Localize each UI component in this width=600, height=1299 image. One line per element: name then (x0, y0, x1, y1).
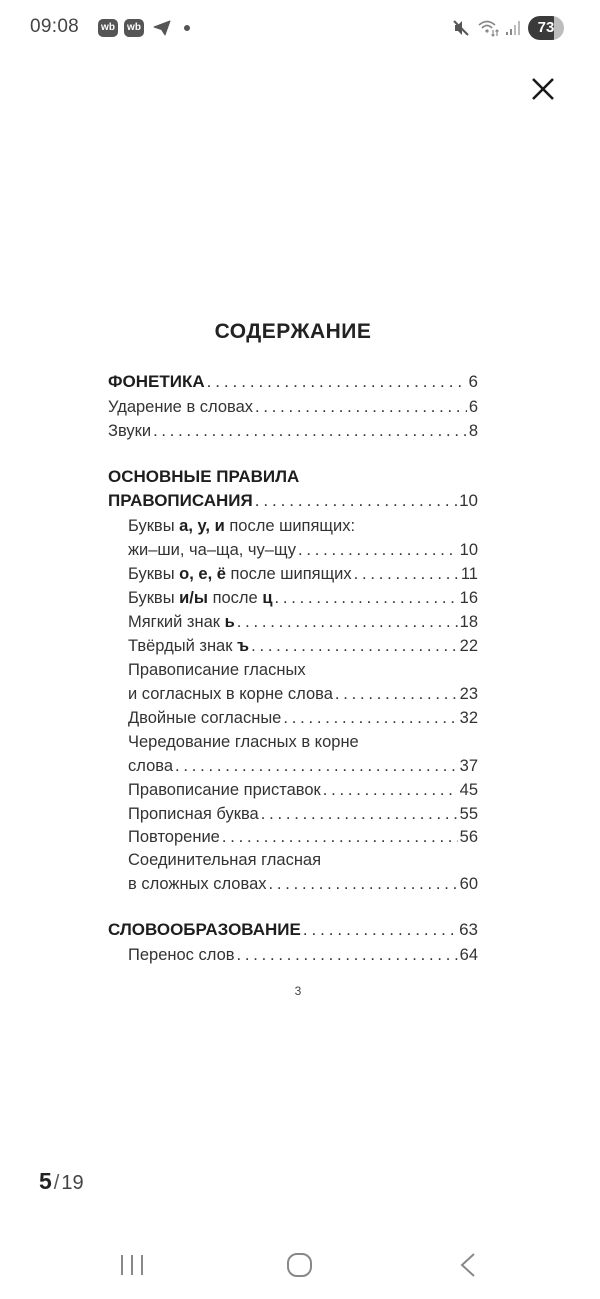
toc-item (108, 395, 478, 419)
toc-page: 63 (459, 920, 478, 939)
toc-section-spelling (108, 489, 478, 513)
toc-page: 37 (459, 757, 478, 775)
status-time: 09:08 (30, 16, 80, 37)
toc-label: Буквы и/ы после ц (128, 589, 273, 607)
page-separator: / (53, 1172, 60, 1194)
toc-leader-dots (220, 825, 458, 849)
toc-item (128, 634, 478, 658)
toc-leader-dots (249, 634, 458, 658)
more-notifications-dot-icon (184, 25, 190, 31)
toc-page: 64 (459, 946, 478, 964)
toc-leader-dots (235, 610, 458, 634)
toc-item (128, 610, 478, 634)
page-counter (39, 1168, 84, 1195)
telegram-icon (153, 20, 171, 36)
toc-label: Соединительная гласная (128, 851, 322, 869)
toc-page: 45 (459, 781, 478, 799)
toc-page: 10 (459, 541, 478, 559)
toc-page: 11 (460, 565, 478, 583)
system-nav-bar (0, 1230, 600, 1299)
wildberries-notification-icon: wb (98, 19, 118, 37)
toc-label: Буквы а, у, и после шипящих: (128, 517, 356, 535)
toc-leader-dots (235, 943, 458, 967)
toc-item (128, 682, 478, 706)
toc-leader-dots (321, 778, 458, 802)
toc-page: 22 (459, 637, 478, 655)
toc-item-line1 (128, 658, 478, 682)
toc-label: жи–ши, ча–ща, чу–щу (128, 541, 296, 559)
toc-leader-dots (151, 419, 467, 443)
toc-title: СОДЕРЖАНИЕ (214, 320, 372, 343)
toc-page: 8 (468, 422, 478, 440)
toc-label: Повторение (128, 828, 220, 846)
toc-leader-dots (205, 370, 467, 394)
toc-leader-dots (253, 489, 457, 513)
toc-page: 32 (459, 709, 478, 727)
toc-leader-dots (272, 586, 457, 610)
toc-label: слова (128, 757, 173, 775)
toc-label: и согласных в корне слова (128, 685, 333, 703)
toc-label: Твёрдый знак ъ (128, 637, 250, 655)
battery-indicator: 73 (528, 16, 564, 40)
close-icon[interactable] (526, 72, 560, 106)
status-bar (0, 0, 600, 58)
toc-page: 10 (459, 491, 478, 510)
toc-section-line1 (108, 465, 478, 489)
toc-page: 6 (468, 398, 478, 416)
toc-item-line1 (128, 514, 478, 538)
toc-leader-dots (296, 538, 458, 562)
total-pages: 19 (61, 1172, 84, 1194)
toc-leader-dots (259, 802, 458, 826)
toc-item (128, 538, 478, 562)
toc-leader-dots (301, 918, 457, 942)
toc-label: ПРАВОПИСАНИЯ (108, 491, 253, 510)
toc-item (108, 419, 478, 443)
toc-item (128, 562, 478, 586)
toc-label: Прописная буква (128, 805, 259, 823)
toc-label: Двойные согласные (128, 709, 282, 727)
toc-label: Чередование гласных в корне (128, 733, 359, 751)
toc-page: 60 (459, 875, 478, 893)
toc-item (128, 778, 478, 802)
toc-label: Звуки (108, 422, 152, 440)
wildberries-notification-icon: wb (124, 19, 144, 37)
toc-section-phonetics (108, 370, 478, 394)
toc-page: 6 (468, 372, 478, 391)
toc-label: Правописание гласных (128, 661, 306, 679)
home-icon[interactable] (286, 1252, 313, 1278)
toc-item (128, 872, 478, 896)
recents-icon[interactable] (119, 1253, 145, 1277)
toc-item (128, 754, 478, 778)
toc-label: Мягкий знак ь (128, 613, 235, 631)
toc-label: Правописание приставок (128, 781, 321, 799)
toc-leader-dots (267, 872, 458, 896)
back-icon[interactable] (458, 1252, 478, 1278)
toc-label: Перенос слов (128, 946, 235, 964)
toc-label: Ударение в словах (108, 398, 254, 416)
mute-icon (452, 19, 470, 37)
toc-page: 56 (459, 828, 478, 846)
wifi-icon (478, 18, 500, 38)
toc-section-word-formation (108, 918, 478, 942)
toc-leader-dots (352, 562, 459, 586)
toc-leader-dots (173, 754, 458, 778)
toc-item-line1 (128, 848, 478, 872)
toc-label: Буквы о, е, ё после шипящих (128, 565, 352, 583)
toc-page: 16 (459, 589, 478, 607)
toc-label: в сложных словах (128, 875, 267, 893)
toc-leader-dots (333, 682, 458, 706)
toc-page: 55 (459, 805, 478, 823)
toc-item-line1 (128, 730, 478, 754)
toc-item (128, 706, 478, 730)
toc-label: ОСНОВНЫЕ ПРАВИЛА (108, 467, 300, 486)
toc-item (128, 825, 478, 849)
toc-page: 23 (459, 685, 478, 703)
printed-page-number: 3 (294, 984, 302, 998)
toc-label: СЛОВООБРАЗОВАНИЕ (108, 920, 301, 939)
signal-icon (505, 20, 523, 36)
toc-page: 18 (459, 613, 478, 631)
toc-item (128, 943, 478, 967)
toc-label: ФОНЕТИКА (108, 372, 205, 391)
toc-leader-dots (281, 706, 457, 730)
toc-item (128, 802, 478, 826)
current-page: 5 (39, 1168, 52, 1194)
toc-leader-dots (253, 395, 467, 419)
toc-item (128, 586, 478, 610)
